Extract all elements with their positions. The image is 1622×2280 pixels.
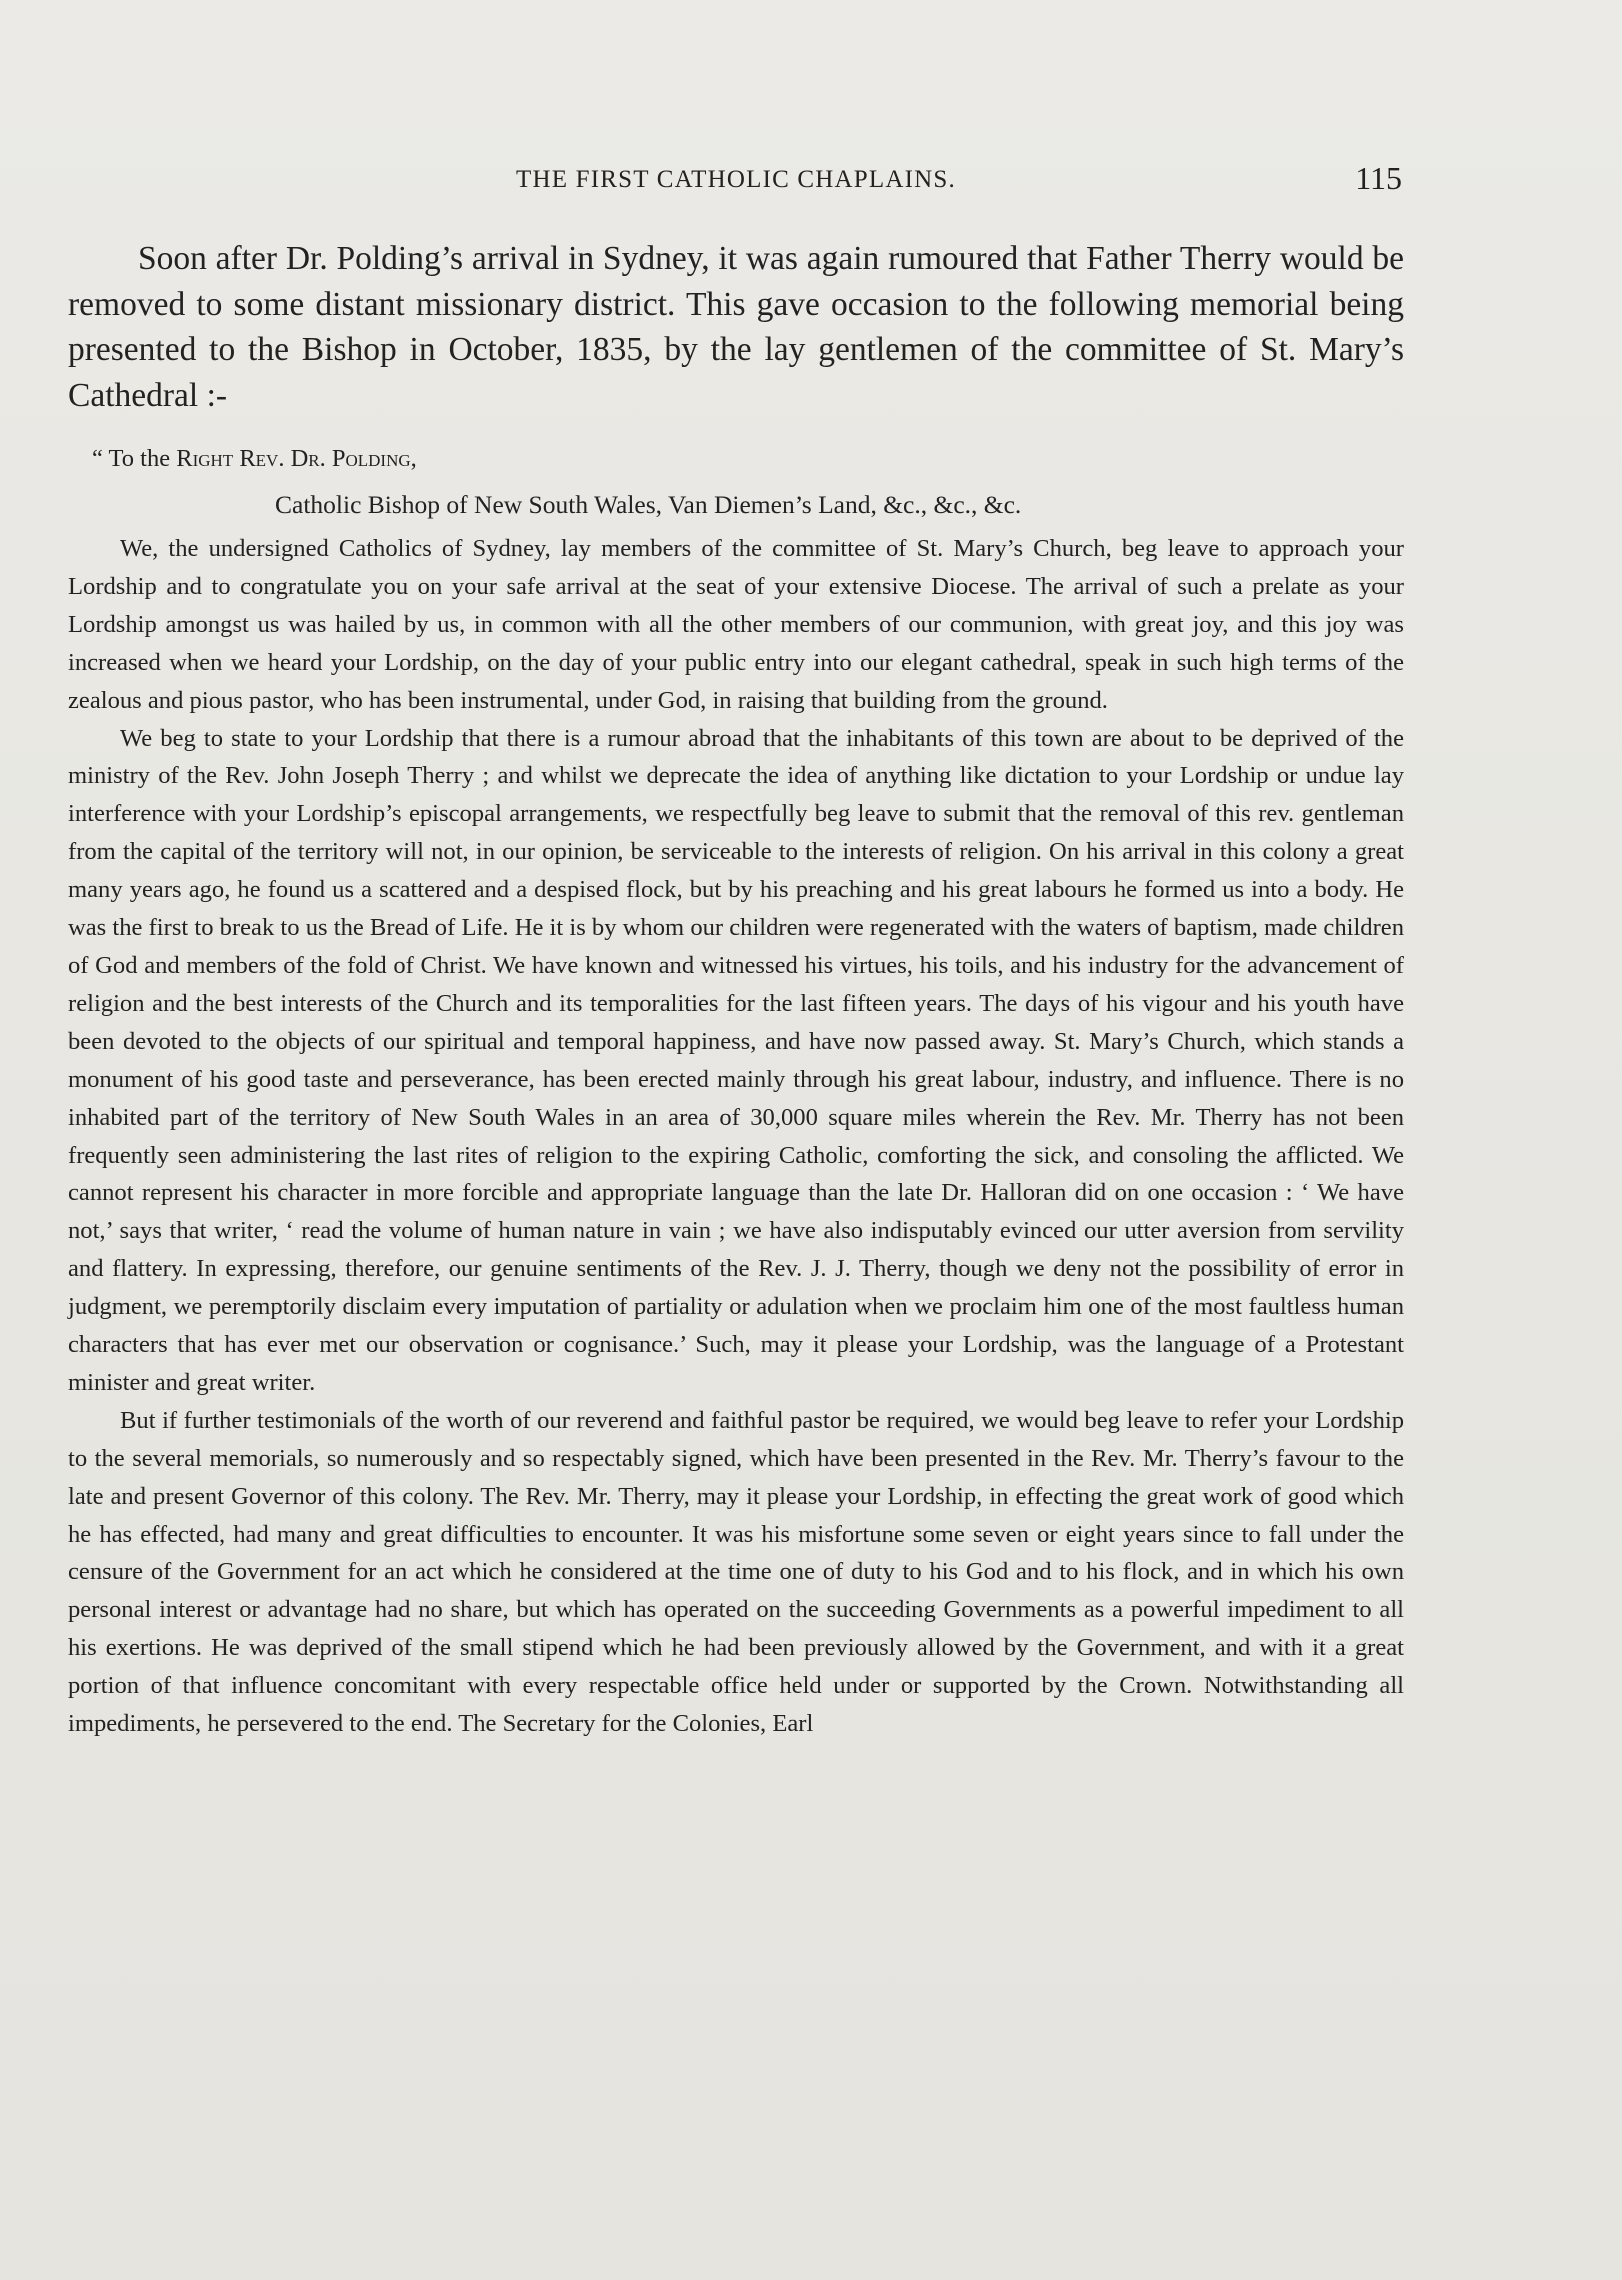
page-number: 115 bbox=[1355, 160, 1402, 196]
salutation-prefix: “ To the bbox=[92, 445, 177, 472]
page-header bbox=[68, 160, 1404, 200]
memorial-paragraph-2: We beg to state to your Lordship that there is a rumour abroad that the inhabitants of this town are about to be deprived of the ministry of the Rev. John Joseph Therry ; and whilst we deprecate the idea of anything like dictation to your Lordship or undue lay interference with your Lordship’s episcopal arrangements, we respectfully beg leave to submit that the removal of this rev. gentleman from the capital of the territory will not, in our opinion, be serviceable to the interests of religion. On his arrival in this colony a great many years ago, he found us a scattered and a despised flock, but by his preaching and his great labours he formed us into a body. He was the first to break to us the Bread of Life. He it is by whom our children were regenerated with the waters of baptism, made children of God and members of the fold of Christ. We have known and witnessed his virtues, his toils, and his industry for the advancement of religion and the best interests of the Church and its temporalities for the last fifteen years. The days of his vigour and his youth have been devoted to the objects of our spiritual and temporal happiness, and have now passed away. St. Mary’s Church, which stands a monument of his good taste and perseverance, has been erected mainly through his great labour, industry, and influence. There is no inhabited part of the territory of New South Wales in an area of 30,000 square miles wherein the Rev. Mr. Therry has not been frequently seen administering the last rites of religion to the expiring Catholic, comforting the sick, and consoling the afflicted. We cannot represent his character in more forcible and appropriate language than the late Dr. Halloran did on one occasion : ‘ We have not,’ says that writer, ‘ read the volume of human nature in vain ; we have also indisputably evinced our utter aversion from servility and flattery. In expressing, therefore, our genuine sentiments of the Rev. J. J. Therry, though we deny not the possibility of error in judgment, we peremptorily disclaim every imputation of partiality or adulation when we proclaim him one of the most faultless human characters that has ever met our observation or cognisance.’ Such, may it please your Lordship, was the language of a Protestant minister and great writer. bbox=[68, 724, 1404, 1396]
memorial-paragraph-3: But if further testimonials of the worth of our reverend and faithful pastor be required, we would beg leave to refer your Lordship to the several memorials, so numerously and so respectably signed, which have been presented in the Rev. Mr. Therry’s favour to the late and present Governor of this colony. The Rev. Mr. Therry, may it please your Lordship, in effecting the great work of good which he has effected, had many and great difficulties to encounter. It was his misfortune some seven or eight years since to fall under the censure of the Government for an act which he considered at the time one of duty to his God and to his flock, and in which his own personal interest or advantage had no share, but which has operated on the succeeding Governments as a powerful impediment to all his exertions. He was deprived of the small stipend which he had been previously allowed by the Government, and with it a great portion of that influence concomitant with every respectable office held under or supported by the Crown. Notwithstanding all impediments, he persevered to the end. The Secretary for the Colonies, Earl bbox=[68, 1406, 1404, 1738]
memorial-paragraph-1: We, the undersigned Catholics of Sydney, lay members of the committee of St. Mary’s Church, beg leave to approach your Lordship and to congratulate you on your safe arrival at the seat of your extensive Diocese. The arrival of such a prelate as your Lordship amongst us was hailed by us, in common with all the other members of our communion, with great joy, and this joy was increased when we heard your Lordship, on the day of your public entry into our elegant cathedral, speak in such high terms of the zealous and pious pastor, who has been instrumental, under God, in raising that building from the ground. bbox=[68, 535, 1404, 714]
running-title: THE FIRST CATHOLIC CHAPLAINS. bbox=[516, 166, 956, 193]
intro-paragraph: Soon after Dr. Polding’s arrival in Sydney, it was again rumoured that Father Therry would be removed to some distant missionary district. This gave occasion to the following memorial being presented to the Bishop in October, 1835, by the lay gentlemen of the committee of St. Mary’s Cathedral :- bbox=[68, 240, 1404, 414]
diocese-line: Catholic Bishop of New South Wales, Van Diemen’s Land, &c., &c., &c. bbox=[275, 490, 1022, 519]
memorial-text bbox=[68, 530, 1404, 1743]
address-line bbox=[92, 445, 417, 473]
addressee: Right Rev. Dr. Polding, bbox=[176, 445, 417, 472]
